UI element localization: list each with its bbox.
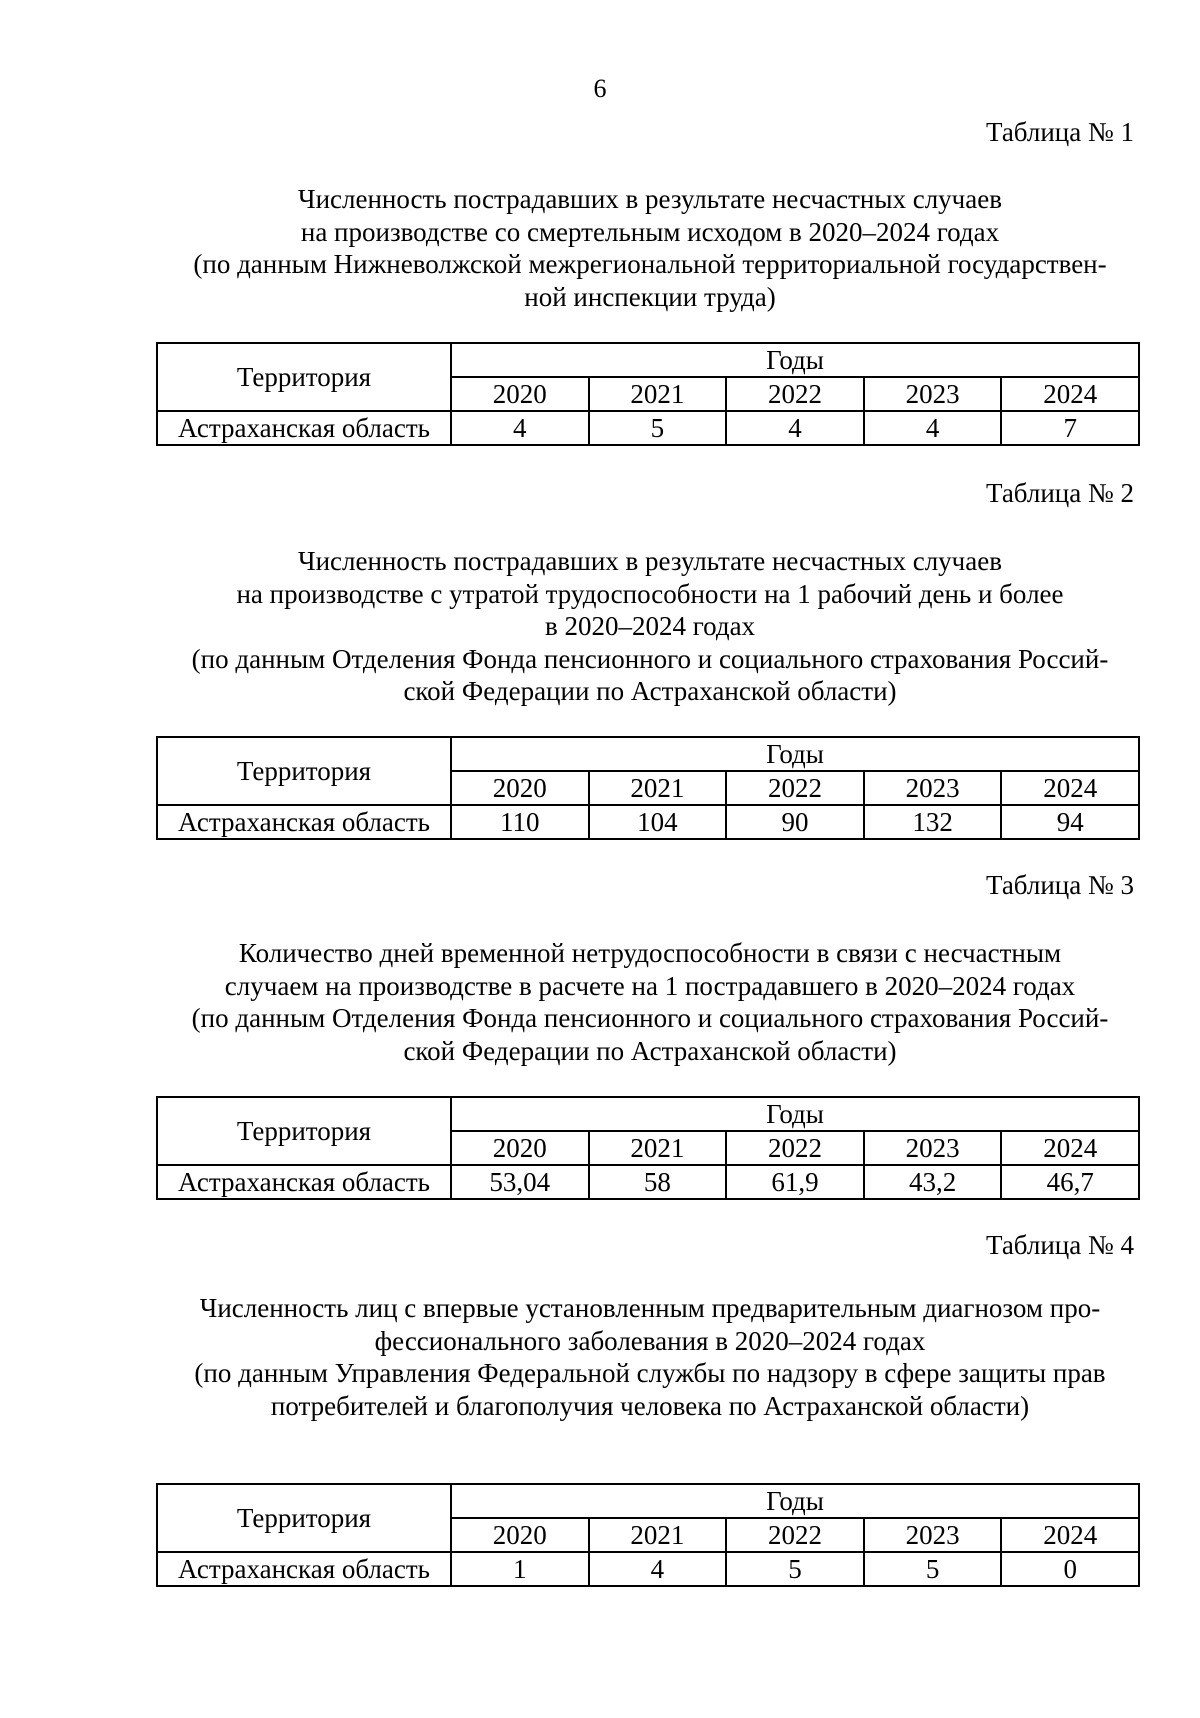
caption-line: (по данным Отделения Фонда пенсионного и социального страхования Россий- xyxy=(191,1003,1109,1033)
year-cell: 2022 xyxy=(726,377,864,411)
year-cell: 2023 xyxy=(864,1518,1002,1552)
table-row xyxy=(157,1552,1139,1586)
caption-line: на производстве со смертельным исходом в 2020–2024 годах xyxy=(300,216,1000,247)
value-cell: 53,04 xyxy=(451,1165,589,1199)
caption-line: (по данным Управления Федеральной службы по надзору в сфере защиты прав xyxy=(194,1358,1106,1388)
year-cell: 2022 xyxy=(726,1518,864,1552)
table-2 xyxy=(156,736,1140,840)
table-3-caption xyxy=(160,937,1140,1067)
year-cell: 2022 xyxy=(726,1131,864,1165)
year-cell: 2021 xyxy=(589,771,727,805)
value-cell: 7 xyxy=(1001,411,1139,445)
value-cell: 43,2 xyxy=(864,1165,1002,1199)
table-1-caption xyxy=(160,183,1140,313)
row-label: Астраханская область xyxy=(157,411,451,445)
year-cell: 2024 xyxy=(1001,377,1139,411)
header-territory: Территория xyxy=(157,1484,451,1552)
caption-line: Численность пострадавших в результате несчастных случаев xyxy=(298,184,1002,214)
value-cell: 5 xyxy=(864,1552,1002,1586)
value-cell: 94 xyxy=(1001,805,1139,839)
caption-line: Численность лиц с впервые установленным предварительным диагнозом про- xyxy=(199,1293,1101,1323)
table-row xyxy=(157,411,1139,445)
table-1-label: Таблица № 1 xyxy=(986,117,1134,147)
caption-line: Численность пострадавших в результате несчастных случаев xyxy=(298,546,1002,576)
value-cell: 0 xyxy=(1001,1552,1139,1586)
caption-line: ской Федерации по Астраханской области) xyxy=(403,676,897,706)
table-2-caption xyxy=(160,545,1140,708)
header-years: Годы xyxy=(451,1484,1139,1518)
header-years: Годы xyxy=(451,737,1139,771)
year-cell: 2023 xyxy=(864,377,1002,411)
table-4-caption xyxy=(160,1292,1140,1422)
year-cell: 2020 xyxy=(451,377,589,411)
value-cell: 132 xyxy=(864,805,1002,839)
caption-line: ной инспекции труда) xyxy=(524,281,776,312)
value-cell: 4 xyxy=(589,1552,727,1586)
table-4-label: Таблица № 4 xyxy=(986,1230,1134,1260)
value-cell: 4 xyxy=(726,411,864,445)
row-label: Астраханская область xyxy=(157,1165,451,1199)
table-1 xyxy=(156,342,1140,446)
caption-line: потребителей и благополучия человека по Астраханской области) xyxy=(270,1390,1030,1421)
table-2-label: Таблица № 2 xyxy=(986,478,1134,508)
table-row xyxy=(157,805,1139,839)
page-number: 6 xyxy=(593,74,607,103)
caption-line: на производстве с утратой трудоспособности на 1 рабочий день и более xyxy=(236,578,1064,609)
value-cell: 1 xyxy=(451,1552,589,1586)
value-cell: 4 xyxy=(864,411,1002,445)
year-cell: 2020 xyxy=(451,1518,589,1552)
caption-line: фессионального заболевания в 2020–2024 годах xyxy=(374,1325,926,1356)
year-cell: 2024 xyxy=(1001,1131,1139,1165)
year-cell: 2021 xyxy=(589,377,727,411)
value-cell: 4 xyxy=(451,411,589,445)
caption-line: ской Федерации по Астраханской области) xyxy=(403,1035,897,1066)
year-cell: 2021 xyxy=(589,1518,727,1552)
year-cell: 2023 xyxy=(864,1131,1002,1165)
year-cell: 2020 xyxy=(451,1131,589,1165)
value-cell: 5 xyxy=(589,411,727,445)
year-cell: 2021 xyxy=(589,1131,727,1165)
value-cell: 58 xyxy=(589,1165,727,1199)
value-cell: 46,7 xyxy=(1001,1165,1139,1199)
year-cell: 2024 xyxy=(1001,771,1139,805)
row-label: Астраханская область xyxy=(157,1552,451,1586)
year-cell: 2024 xyxy=(1001,1518,1139,1552)
header-territory: Территория xyxy=(157,737,451,805)
row-label: Астраханская область xyxy=(157,805,451,839)
table-4 xyxy=(156,1483,1140,1587)
header-territory: Территория xyxy=(157,343,451,411)
value-cell: 110 xyxy=(451,805,589,839)
caption-line: случаем на производстве в расчете на 1 пострадавшего в 2020–2024 годах xyxy=(224,970,1076,1001)
header-years: Годы xyxy=(451,343,1139,377)
header-years: Годы xyxy=(451,1097,1139,1131)
value-cell: 61,9 xyxy=(726,1165,864,1199)
year-cell: 2020 xyxy=(451,771,589,805)
table-3 xyxy=(156,1096,1140,1200)
caption-line: (по данным Нижневолжской межрегиональной территориальной государствен- xyxy=(193,249,1107,279)
value-cell: 5 xyxy=(726,1552,864,1586)
value-cell: 90 xyxy=(726,805,864,839)
caption-line: (по данным Отделения Фонда пенсионного и социального страхования Россий- xyxy=(191,643,1109,674)
table-3-label: Таблица № 3 xyxy=(986,870,1134,900)
value-cell: 104 xyxy=(589,805,727,839)
caption-line: в 2020–2024 годах xyxy=(544,611,756,641)
header-territory: Территория xyxy=(157,1097,451,1165)
table-row xyxy=(157,1165,1139,1199)
caption-line: Количество дней временной нетрудоспособности в связи с несчастным xyxy=(238,938,1062,968)
year-cell: 2022 xyxy=(726,771,864,805)
year-cell: 2023 xyxy=(864,771,1002,805)
